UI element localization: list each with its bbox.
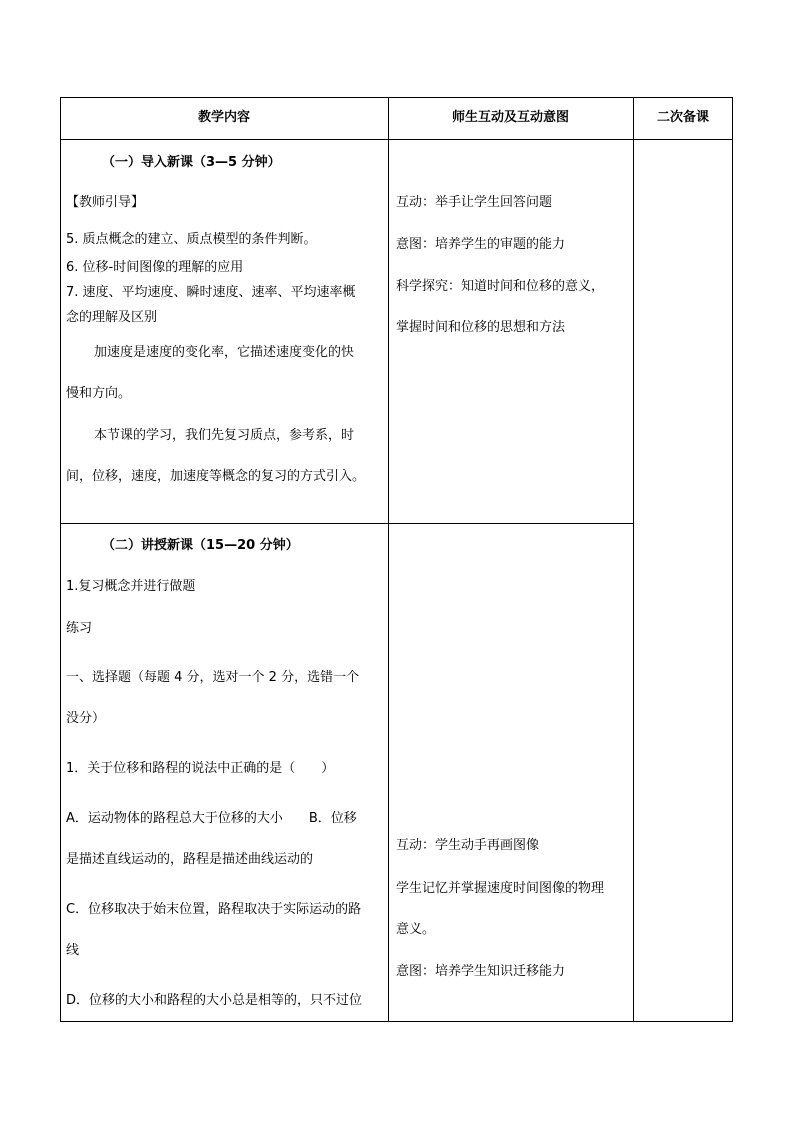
section2-question-1: 1．关于位移和路程的说法中正确的是（ ） [66, 761, 335, 776]
section1-title: （一）导入新课（3—5 分钟） [102, 155, 281, 170]
header-teaching-content: 教学内容 [197, 110, 250, 125]
table-border-left [60, 97, 61, 1022]
header-second-prep: 二次备课 [656, 110, 709, 125]
section2-option-c-line2: 线 [66, 943, 80, 958]
section1-interaction-line4: 掌握时间和位移的思想和方法 [396, 320, 566, 335]
section1-para2-line2: 间，位移，速度，加速度等概念的复习的方式引入。 [66, 469, 366, 484]
section2-title: （二）讲授新课（15—20 分钟） [102, 538, 299, 553]
section1-interaction-line1: 互动：举手让学生回答问题 [396, 195, 553, 210]
section2-interaction-line3: 意义。 [396, 922, 436, 937]
section2-interaction-line2: 学生记忆并掌握速度时间图像的物理 [396, 881, 605, 896]
section1-item-7-line1: 7. 速度、平均速度、瞬时速度、速率、平均速率概 [66, 285, 356, 300]
section2-choice-line1: 一、选择题（每题 4 分，选对一个 2 分，选错一个 [66, 670, 360, 685]
column-divider-1 [388, 97, 389, 1022]
section1-para1-line2: 慢和方向。 [66, 386, 132, 401]
section1-teacher-guide: 【教师引导】 [66, 195, 145, 210]
section1-para1-line1: 加速度是速度的变化率，它描述速度变化的快 [94, 345, 355, 360]
section1-para2-line1: 本节课的学习，我们先复习质点，参考系，时 [94, 428, 355, 443]
section1-item-7-line2: 念的理解及区别 [66, 310, 158, 325]
column-divider-2 [633, 97, 634, 1022]
section2-interaction-line4: 意图：培养学生知识迁移能力 [396, 964, 566, 979]
section2-step1: 1.复习概念并进行做题 [66, 579, 196, 594]
table-border-right [732, 97, 733, 1022]
section2-option-a-line2: 是描述直线运动的，路程是描述曲线运动的 [66, 852, 314, 867]
section1-item-5: 5. 质点概念的建立、质点模型的条件判断。 [66, 232, 317, 247]
section2-option-a-line1: A．运动物体的路程总大于位移的大小 B．位移 [66, 811, 357, 826]
section1-interaction-line3: 科学探究：知道时间和位移的意义， [396, 279, 605, 294]
section1-interaction-line2: 意图：培养学生的审题的能力 [396, 237, 566, 252]
header-interaction: 师生互动及互动意图 [451, 110, 569, 125]
section2-practice: 练习 [66, 621, 93, 636]
section-divider [60, 523, 633, 524]
section2-option-d-line1: D．位移的大小和路程的大小总是相等的，只不过位 [66, 993, 363, 1008]
section1-item-6: 6. 位移-时间图像的理解的应用 [66, 260, 244, 275]
section2-choice-line2: 没分） [66, 711, 106, 726]
lesson-plan-table [60, 97, 733, 1022]
section2-interaction-line1: 互动：学生动手再画图像 [396, 838, 540, 853]
section2-option-c-line1: C．位移取决于始末位置，路程取决于实际运动的路 [66, 902, 362, 917]
